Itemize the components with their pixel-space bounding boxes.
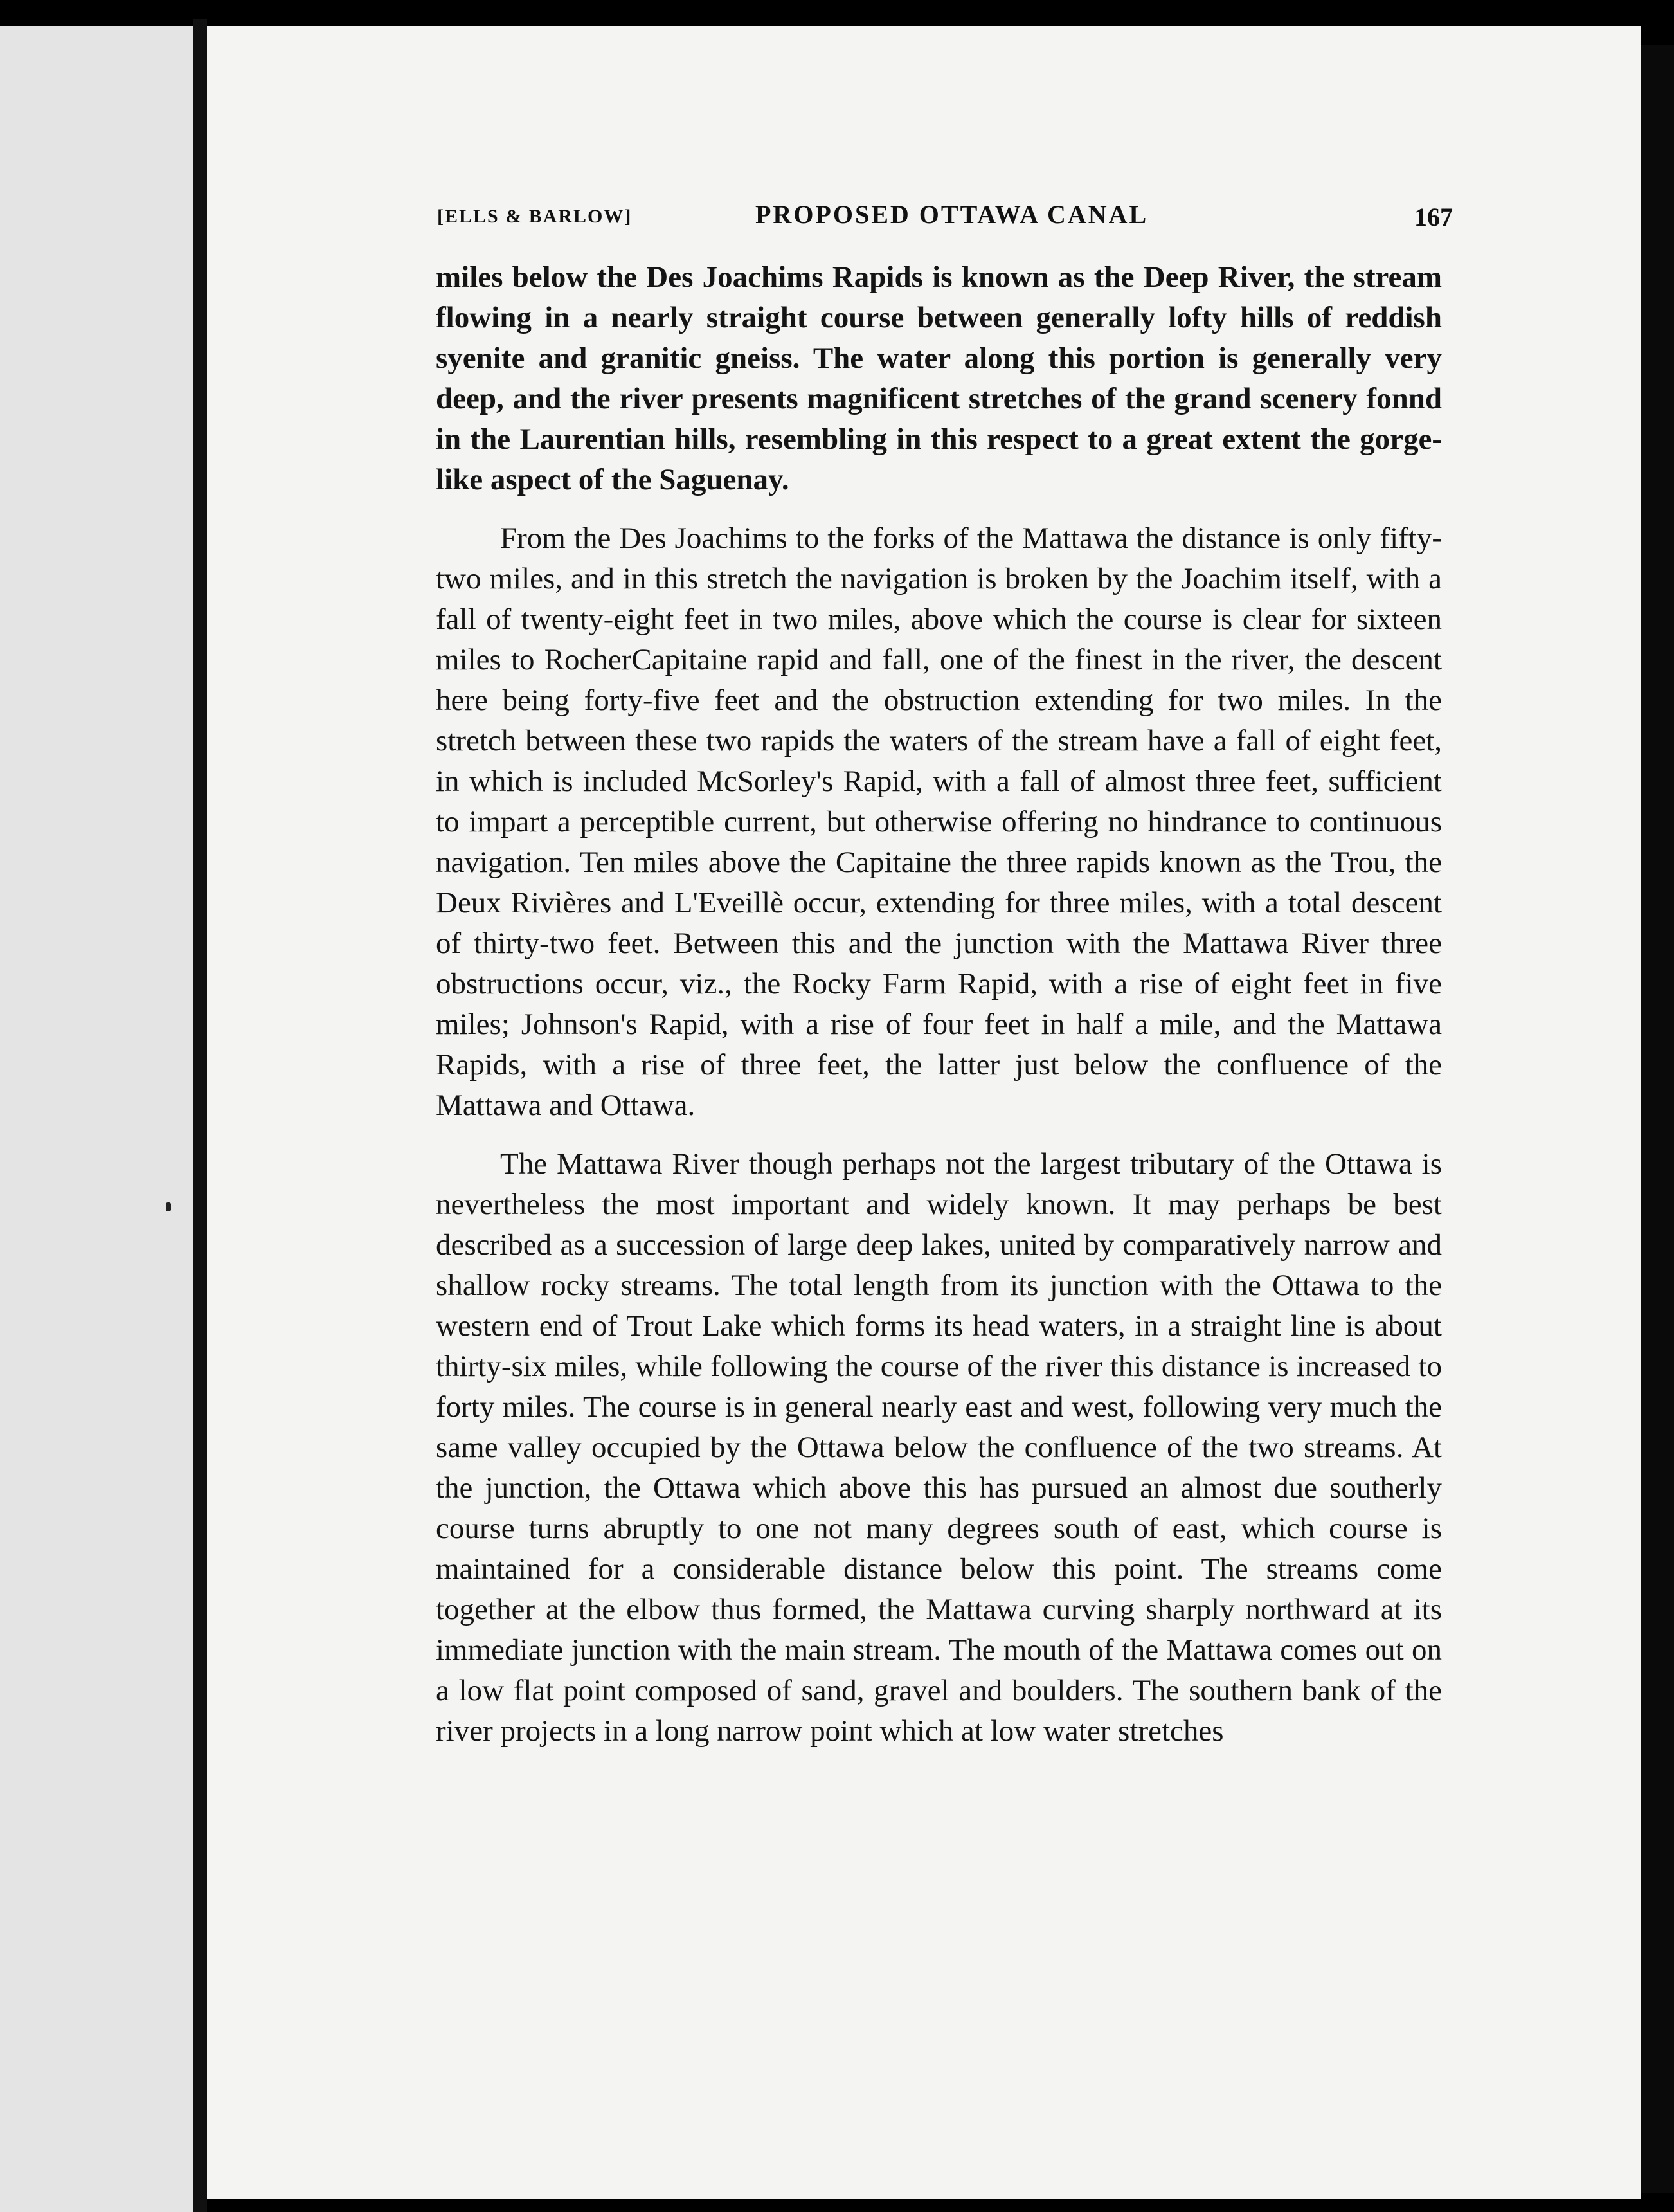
book-gutter <box>193 19 207 2212</box>
scan-speck <box>166 1202 171 1211</box>
paragraph-2: From the Des Joachims to the forks of the Mattawa the distance is only fifty-two miles, and in this stretch the navigation is broken by the Joachim itself, with a fall of twenty-eight feet in two miles, above which the course is clear for sixteen miles to RocherCapitaine rapid and fall, one of the finest in the river, the descent here being forty-five feet and the obstruction extending for two miles. In the stretch between these two rapids the waters of the stream have a fall of eight feet, in which is included McSorley's Rapid, with a fall of almost three feet, sufficient to impart a perceptible current, but otherwise offering no hindrance to continuous navigation. Ten miles above the Capitaine the three rapids known as the Trou, the Deux Rivières and L'Eveillè occur, extending for three miles, with a total descent of thirty-two feet. Between this and the junction with the Mattawa River three obstructions occur, viz., the Rocky Farm Rapid, with a rise of eight feet in five miles; Johnson's Rapid, with a rise of four feet in half a mile, and the Mattawa Rapids, with a rise of three feet, the latter just below the confluence of the Mattawa and Ottawa. <box>436 521 1442 1122</box>
paragraph-1: miles below the Des Joachims Rapids is known as the Deep River, the stream flowing in a nearly straight course between generally lofty hills of reddish syenite and granitic gneiss. The water along this portion is generally very deep, and the river presents magnificent stretches of the grand scenery fonnd in the Laurentian hills, resembling in this respect to a great extent the gorge-like aspect of the Saguenay. <box>436 260 1442 496</box>
paragraph-3: The Mattawa River though perhaps not the largest tributary of the Ottawa is nevertheless the most important and widely known. It may perhaps be best described as a succession of large deep lakes, united by comparatively narrow and shallow rocky streams. The total length from its junction with the Ottawa to the western end of Trout Lake which forms its head waters, in a straight line is about thirty-six miles, while following the course of the river this distance is increased to forty miles. The course is in general nearly east and west, following very much the same valley occupied by the Ottawa below the confluence of the two streams. At the junction, the Ottawa which above this has pursued an almost due southerly course turns abruptly to one not many degrees south of east, which course is maintained for a considerable distance below this point. The streams come together at the elbow thus formed, the Mattawa curving sharply northward at its immediate junction with the main stream. The mouth of the Mattawa comes out on a low flat point composed of sand, gravel and boulders. The southern bank of the river projects in a long narrow point which at low water stretches <box>436 1147 1442 1748</box>
previous-page-edge <box>0 26 193 2212</box>
page-number: 167 <box>1414 203 1453 231</box>
body-text <box>436 257 1442 1770</box>
header-authors: [ELLS & BARLOW] <box>437 206 633 227</box>
running-header <box>437 199 1453 235</box>
header-title: PROPOSED OTTAWA CANAL <box>755 200 1149 229</box>
page-right-edge <box>1641 45 1674 2193</box>
